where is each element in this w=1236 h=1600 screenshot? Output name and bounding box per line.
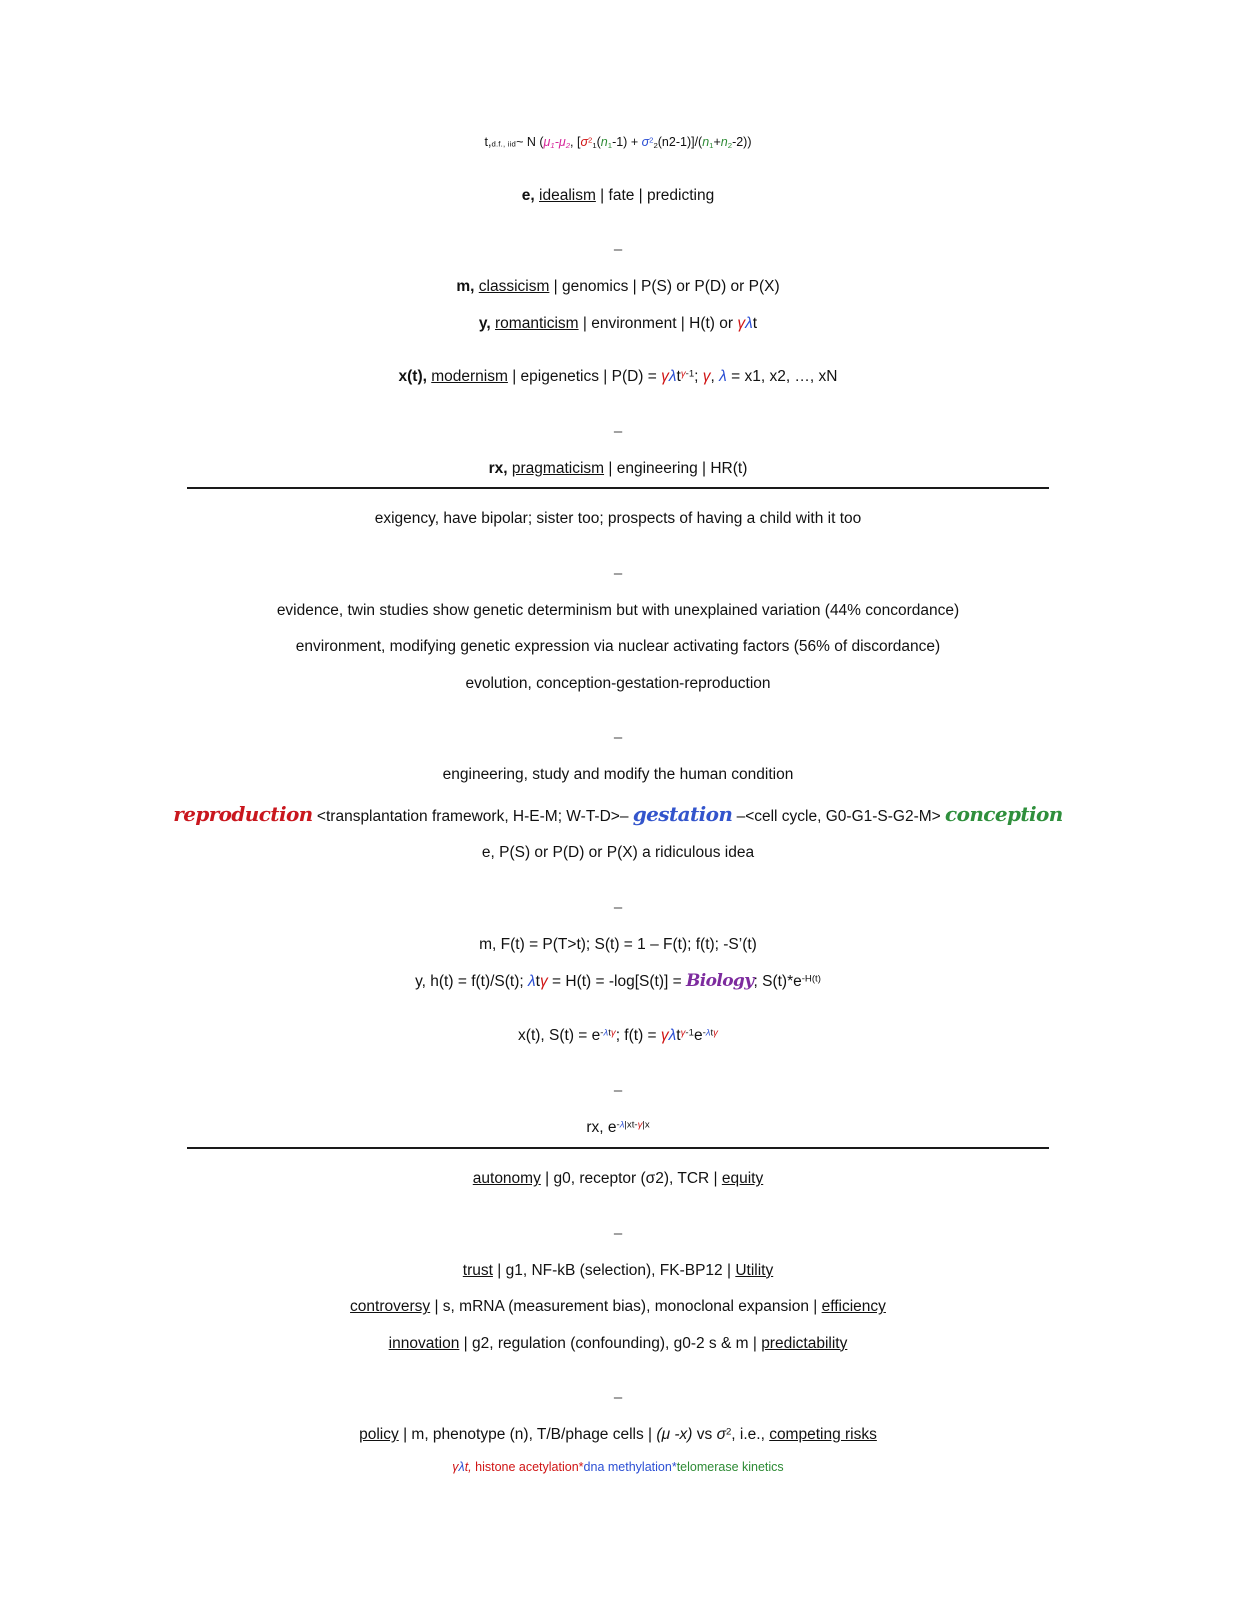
policy-mid: | m, phenotype (n), T/B/phage cells |	[398, 1426, 657, 1444]
spacer	[0, 952, 1236, 973]
spacer	[0, 295, 1236, 316]
spacer	[0, 783, 1236, 804]
spacer	[0, 824, 1236, 845]
exp1-t: t	[608, 1027, 611, 1039]
footer-epigenetics-line	[0, 1461, 1236, 1474]
trust-left: trust	[462, 1261, 493, 1279]
gamma-symbol-2: γ	[702, 368, 711, 386]
gamma-exponent: γ	[610, 1027, 616, 1039]
mu-2-symbol: μ	[558, 135, 566, 149]
spacer	[0, 655, 1236, 676]
lambda-symbol-2: λ	[719, 368, 727, 386]
controversy-right: efficiency	[821, 1298, 886, 1316]
separator-dash: –	[613, 422, 623, 440]
policy-right: competing risks	[769, 1426, 877, 1444]
line-y-mid: | environment | H(t) or	[578, 314, 738, 332]
lambda-exponent-2: λ	[705, 1027, 711, 1039]
line-rx-exponential	[0, 1120, 1236, 1136]
conception-script-word: conception	[945, 801, 1063, 826]
line-e-term: idealism	[539, 186, 596, 204]
sigma-1-symbol: σ	[580, 135, 588, 149]
separator-dash: –	[613, 729, 623, 747]
trust-mid: | g1, NF-kB (selection), FK-BP12 |	[492, 1261, 736, 1279]
separator-dash: –	[613, 898, 623, 916]
gamma-symbol: γ	[452, 1459, 459, 1474]
n-a-symbol: n	[702, 135, 710, 149]
line-trust	[0, 1263, 1236, 1279]
spacer	[0, 440, 1236, 461]
n-1-subscript: 1	[607, 140, 613, 150]
line-engineering: engineering, study and modify the human condition	[442, 766, 794, 784]
line-x-modernism	[0, 369, 1236, 385]
n-1-symbol: n	[600, 135, 608, 149]
lambda-symbol: λ	[668, 1027, 677, 1045]
gamma-symbol: γ	[661, 368, 669, 386]
formula-plus: +	[713, 135, 721, 149]
lambda-symbol: λ	[745, 314, 753, 332]
line-rx-term: pragmaticism	[511, 459, 605, 477]
spacer	[0, 1315, 1236, 1336]
line-environment: environment, modifying genetic expression via nuclear activating factors (56% of discordance)	[295, 638, 941, 656]
spacer	[0, 1351, 1236, 1389]
controversy-left: controversy	[350, 1298, 431, 1316]
hazard-mid: = H(t) = -log[S(t)] =	[547, 973, 686, 991]
formula-minus: -	[554, 135, 559, 149]
formula-tail1: -1) +	[612, 135, 642, 149]
controversy-mid: | s, mRNA (measurement bias), monoclonal expansion |	[430, 1298, 822, 1316]
sigma-1-subscript: 1	[592, 140, 597, 150]
line-x-comma: ,	[710, 368, 720, 386]
framework-mid-2: –<cell cycle, G0-G1-S-G2-M>	[732, 807, 946, 825]
line-reproduction-framework	[0, 801, 1236, 826]
separator-dash: –	[613, 1081, 623, 1099]
line-innovation	[0, 1336, 1236, 1352]
spacer	[0, 1242, 1236, 1263]
footer-histone-acetylation: histone acetylation	[475, 1459, 579, 1474]
rx-prefix: rx, e	[586, 1118, 617, 1136]
policy-mu-rest: -x)	[670, 1426, 693, 1444]
footer-dna-methylation: dna methylation	[583, 1459, 672, 1474]
spacer	[0, 861, 1236, 899]
innovation-left: innovation	[388, 1334, 460, 1352]
gamma-symbol: γ	[737, 314, 746, 332]
line-x-term: modernism	[431, 368, 508, 386]
gamma-symbol: γ	[539, 973, 548, 991]
line-m-term: classicism	[478, 278, 550, 296]
lambda-symbol: λ	[668, 368, 677, 386]
line-exigency: exigency, have bipolar; sister too; prospects of having a child with it too	[374, 510, 862, 528]
line-x-t: t	[676, 368, 681, 386]
footer-t: t,	[464, 1459, 476, 1474]
spacer	[0, 1278, 1236, 1299]
spacer	[0, 258, 1236, 279]
line-autonomy	[0, 1171, 1236, 1187]
gamma-exponent: γ	[680, 368, 686, 380]
innovation-mid: | g2, regulation (confounding), g0-2 s & m |	[459, 1334, 762, 1352]
rx-sup-minus: -	[616, 1119, 620, 1131]
exp1-minus: -	[600, 1027, 604, 1039]
policy-paren-open: (	[656, 1426, 662, 1444]
line-controversy	[0, 1299, 1236, 1315]
sigma-1-superscript: 2	[588, 135, 593, 145]
separator-dash: –	[613, 564, 623, 582]
autonomy-right: equity	[721, 1170, 764, 1188]
gamma-exponent: γ	[637, 1119, 643, 1131]
reproduction-script-word: reproduction	[173, 801, 313, 826]
statistics-formula-line	[0, 136, 1236, 150]
spacer	[0, 916, 1236, 937]
line-evolution: evolution, conception-gestation-reproduction	[465, 674, 771, 692]
formula-term1-open: (	[596, 135, 601, 149]
weibull-mid: ; f(t) =	[615, 1027, 661, 1045]
innovation-right: predictability	[761, 1334, 848, 1352]
spacer	[0, 1443, 1236, 1461]
formula-tilde: ~ N (	[516, 135, 544, 149]
line-x-weibull	[0, 1028, 1236, 1044]
weibull-t: t	[676, 1027, 681, 1045]
spacer	[0, 1187, 1236, 1225]
spacer	[0, 489, 1236, 511]
separator-dash: –	[613, 241, 623, 259]
autonomy-left: autonomy	[472, 1170, 541, 1188]
spacer	[0, 990, 1236, 1028]
exponent-rest: -1	[685, 368, 695, 380]
spacer	[0, 1099, 1236, 1120]
spacer	[0, 746, 1236, 767]
line-m-key: m,	[456, 278, 475, 296]
line-y-romanticism	[0, 316, 1236, 332]
footer-star-2: *	[671, 1459, 677, 1474]
formula-subscript: d.f., iid	[491, 139, 517, 149]
line-y-tail: t	[752, 314, 758, 332]
spacer	[0, 527, 1236, 565]
spacer	[0, 385, 1236, 423]
framework-mid-1: <transplantation framework, H-E-M; W-T-D>–	[312, 807, 633, 825]
spacer	[0, 1135, 1236, 1147]
gestation-script-word: gestation	[632, 801, 733, 826]
line-policy	[0, 1427, 1236, 1443]
formula-tail2: -2))	[732, 135, 752, 149]
rx-sup-mid: |xt-	[624, 1119, 638, 1131]
line-y-key: y,	[478, 314, 491, 332]
line-rx-rest: | engineering | HR(t)	[604, 459, 748, 477]
line-e-rest: | fate | predicting	[595, 186, 715, 204]
exp2-rest: -1	[685, 1027, 694, 1039]
exp3-t: t	[710, 1027, 714, 1039]
lambda-symbol: λ	[458, 1459, 465, 1474]
spacer	[0, 150, 1236, 188]
line-m-survival: m, F(t) = P(T>t); S(t) = 1 – F(t); f(t); -S’(t)	[479, 935, 757, 953]
spacer	[0, 1406, 1236, 1427]
rx-sup-tail: |x	[642, 1119, 650, 1131]
mu-2-subscript: 2	[565, 140, 571, 150]
spacer	[0, 1044, 1236, 1082]
mu-1-symbol: μ	[543, 135, 551, 149]
autonomy-mid: | g0, receptor (σ2), TCR |	[540, 1170, 722, 1188]
line-x-key: x(t),	[398, 368, 427, 386]
biology-script-word: Biology	[685, 971, 754, 992]
spacer	[0, 203, 1236, 241]
line-e-ridiculous: e, P(S) or P(D) or P(X) a ridiculous idea	[481, 844, 755, 862]
lambda-symbol: λ	[528, 973, 536, 991]
formula-bracket-open: , [	[570, 135, 581, 149]
exp3-minus: -	[702, 1027, 706, 1039]
spacer	[0, 476, 1236, 487]
n-a-subscript: 1	[709, 140, 714, 150]
policy-vs: vs	[692, 1426, 717, 1444]
n-b-symbol: n	[720, 135, 728, 149]
sigma-2-subscript: 2	[653, 140, 658, 150]
mu-symbol: μ	[661, 1426, 671, 1444]
mu-1-subscript: 1	[550, 140, 555, 150]
hazard-exponent: -H(t)	[801, 973, 821, 985]
n-b-subscript: 2	[727, 140, 733, 150]
gamma-exponent-3: γ	[713, 1027, 718, 1039]
formula-prefix: t,	[484, 135, 492, 149]
line-rx-key: rx,	[488, 459, 508, 477]
weibull-e: e	[693, 1027, 703, 1045]
policy-ie: , i.e.,	[731, 1426, 770, 1444]
line-y-term: romanticism	[495, 314, 579, 332]
spacer	[0, 582, 1236, 603]
gamma-exponent-2: γ	[680, 1027, 686, 1039]
sigma-symbol: σ	[716, 1426, 726, 1444]
lambda-exponent: λ	[603, 1027, 609, 1039]
spacer	[0, 1149, 1236, 1171]
hazard-prefix: y, h(t) = f(t)/S(t);	[415, 973, 529, 991]
line-e-idealism	[0, 188, 1236, 204]
hazard-t: t	[535, 973, 540, 991]
sigma-2-symbol: σ	[641, 135, 650, 149]
lambda-exponent: λ	[619, 1119, 625, 1131]
footer-star-1: *	[578, 1459, 584, 1474]
line-m-classicism	[0, 279, 1236, 295]
line-x-tail: = x1, x2, …, xN	[726, 368, 838, 386]
separator-dash: –	[613, 1224, 623, 1242]
footer-telomerase-kinetics: telomerase kinetics	[676, 1459, 784, 1474]
policy-left: policy	[359, 1426, 399, 1444]
spacer	[0, 618, 1236, 639]
spacer	[0, 331, 1236, 369]
separator-dash: –	[613, 1389, 623, 1407]
line-rx-pragmaticism	[0, 461, 1236, 477]
weibull-prefix: x(t), S(t) = e	[518, 1027, 601, 1045]
sigma-2-superscript: 2	[649, 135, 654, 145]
line-x-mid: | epigenetics | P(D) =	[507, 368, 662, 386]
line-evidence: evidence, twin studies show genetic determinism but with unexplained variation (44% concordance)	[276, 601, 960, 619]
formula-term2: (n2-1)]/(	[657, 135, 703, 149]
sigma-superscript: 2	[725, 1426, 732, 1438]
line-y-hazard	[0, 973, 1236, 990]
gamma-symbol: γ	[660, 1027, 669, 1045]
hazard-tail: ; S(t)*e	[753, 973, 802, 991]
line-e-key: e,	[521, 186, 535, 204]
line-x-semi: ;	[694, 368, 703, 386]
line-m-rest: | genomics | P(S) or P(D) or P(X)	[549, 278, 780, 296]
trust-right: Utility	[735, 1261, 774, 1279]
spacer	[0, 691, 1236, 729]
